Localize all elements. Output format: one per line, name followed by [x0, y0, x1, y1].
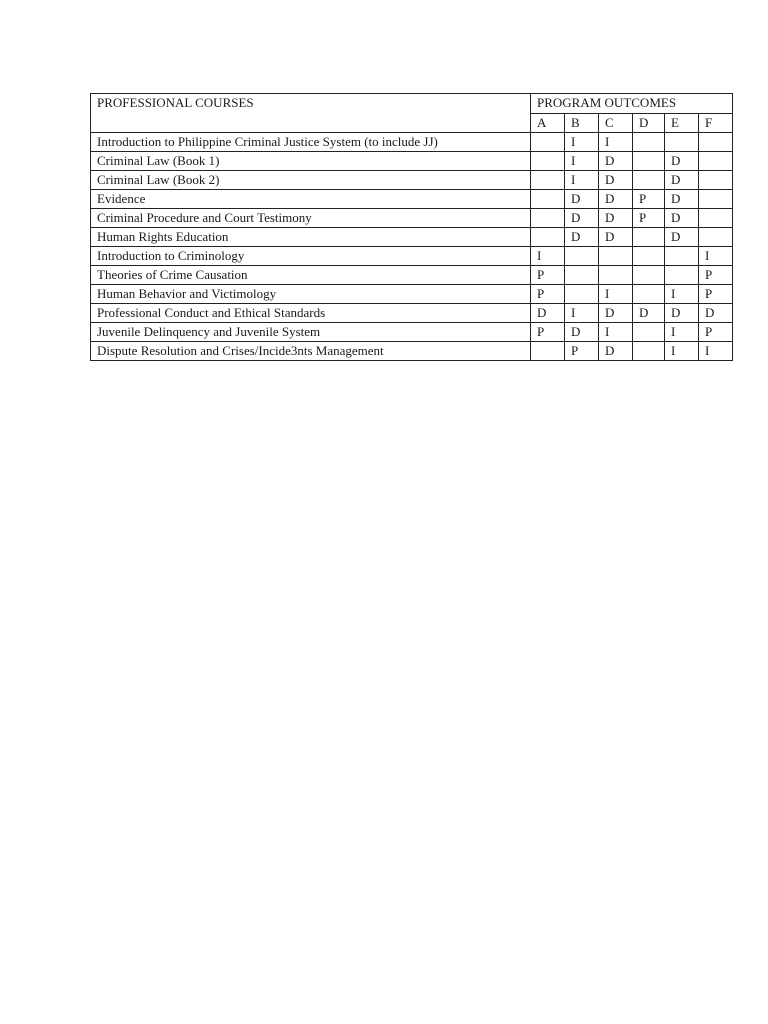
- course-name-cell: Criminal Law (Book 1): [91, 152, 531, 171]
- table-row: [91, 209, 733, 228]
- outcome-value-cell: [633, 228, 665, 247]
- outcome-value-cell: I: [599, 285, 633, 304]
- outcome-value-cell: [531, 190, 565, 209]
- outcome-value-cell: I: [531, 247, 565, 266]
- course-name-cell: Dispute Resolution and Crises/Incide3nts Management: [91, 342, 531, 361]
- outcome-value-cell: P: [531, 323, 565, 342]
- outcome-value-cell: D: [599, 171, 633, 190]
- outcome-column-header: B: [565, 114, 599, 133]
- table-row: [91, 133, 733, 152]
- outcome-value-cell: D: [599, 228, 633, 247]
- outcome-value-cell: [531, 342, 565, 361]
- outcome-value-cell: [599, 247, 633, 266]
- outcome-value-cell: D: [699, 304, 733, 323]
- outcome-value-cell: P: [531, 266, 565, 285]
- course-name-cell: Human Rights Education: [91, 228, 531, 247]
- table-row: [91, 266, 733, 285]
- outcome-value-cell: D: [565, 228, 599, 247]
- outcome-value-cell: [665, 247, 699, 266]
- outcome-value-cell: D: [599, 152, 633, 171]
- course-name-cell: Criminal Procedure and Court Testimony: [91, 209, 531, 228]
- outcome-column-header: D: [633, 114, 665, 133]
- outcome-value-cell: D: [665, 209, 699, 228]
- outcome-value-cell: [565, 285, 599, 304]
- outcome-value-cell: [531, 133, 565, 152]
- table-body: [91, 94, 733, 361]
- course-name-cell: Introduction to Philippine Criminal Justice System (to include JJ): [91, 133, 531, 152]
- course-name-cell: Criminal Law (Book 2): [91, 171, 531, 190]
- outcome-value-cell: D: [599, 342, 633, 361]
- outcome-value-cell: D: [565, 190, 599, 209]
- outcome-value-cell: [633, 266, 665, 285]
- course-name-cell: Professional Conduct and Ethical Standards: [91, 304, 531, 323]
- outcome-value-cell: P: [565, 342, 599, 361]
- table-header-row: [91, 94, 733, 114]
- course-name-cell: Juvenile Delinquency and Juvenile System: [91, 323, 531, 342]
- outcome-value-cell: I: [665, 342, 699, 361]
- table-row: [91, 247, 733, 266]
- outcome-value-cell: D: [565, 323, 599, 342]
- outcome-value-cell: [633, 247, 665, 266]
- outcome-value-cell: [531, 209, 565, 228]
- outcome-value-cell: [699, 228, 733, 247]
- outcome-value-cell: D: [531, 304, 565, 323]
- table-row: [91, 285, 733, 304]
- outcome-value-cell: [633, 323, 665, 342]
- outcome-value-cell: I: [665, 323, 699, 342]
- outcome-value-cell: P: [699, 266, 733, 285]
- outcome-value-cell: P: [699, 285, 733, 304]
- outcome-value-cell: P: [699, 323, 733, 342]
- outcome-value-cell: [531, 228, 565, 247]
- outcome-value-cell: I: [565, 133, 599, 152]
- outcome-value-cell: [565, 266, 599, 285]
- outcome-value-cell: [599, 266, 633, 285]
- professional-courses-header: PROFESSIONAL COURSES: [91, 94, 531, 133]
- outcome-value-cell: [699, 171, 733, 190]
- table-row: [91, 228, 733, 247]
- outcome-value-cell: [531, 152, 565, 171]
- outcome-value-cell: D: [665, 304, 699, 323]
- outcome-value-cell: [699, 152, 733, 171]
- outcome-value-cell: [633, 171, 665, 190]
- outcome-value-cell: I: [699, 247, 733, 266]
- table-row: [91, 152, 733, 171]
- outcome-value-cell: [633, 152, 665, 171]
- table-row: [91, 342, 733, 361]
- course-name-cell: Human Behavior and Victimology: [91, 285, 531, 304]
- outcome-value-cell: [633, 133, 665, 152]
- outcome-value-cell: I: [665, 285, 699, 304]
- outcome-column-header: C: [599, 114, 633, 133]
- table-row: [91, 323, 733, 342]
- outcome-value-cell: D: [599, 209, 633, 228]
- outcome-value-cell: [665, 266, 699, 285]
- outcome-value-cell: [633, 342, 665, 361]
- outcome-value-cell: D: [665, 171, 699, 190]
- program-outcomes-header: PROGRAM OUTCOMES: [531, 94, 733, 114]
- outcome-value-cell: I: [699, 342, 733, 361]
- outcome-value-cell: I: [599, 323, 633, 342]
- outcome-value-cell: D: [665, 190, 699, 209]
- outcome-value-cell: [699, 133, 733, 152]
- course-name-cell: Introduction to Criminology: [91, 247, 531, 266]
- table-row: [91, 304, 733, 323]
- outcome-value-cell: D: [599, 190, 633, 209]
- outcome-value-cell: D: [599, 304, 633, 323]
- outcome-value-cell: P: [633, 190, 665, 209]
- table-row: [91, 190, 733, 209]
- course-name-cell: Theories of Crime Causation: [91, 266, 531, 285]
- outcome-value-cell: D: [665, 228, 699, 247]
- outcome-value-cell: [633, 285, 665, 304]
- outcome-value-cell: [699, 209, 733, 228]
- outcome-column-header: A: [531, 114, 565, 133]
- outcome-value-cell: D: [665, 152, 699, 171]
- outcome-value-cell: D: [565, 209, 599, 228]
- course-outcomes-table: [90, 93, 733, 361]
- outcome-value-cell: [565, 247, 599, 266]
- table-row: [91, 171, 733, 190]
- outcome-value-cell: D: [633, 304, 665, 323]
- outcome-value-cell: [665, 133, 699, 152]
- outcome-value-cell: I: [565, 171, 599, 190]
- outcome-column-header: F: [699, 114, 733, 133]
- outcome-value-cell: I: [565, 152, 599, 171]
- course-name-cell: Evidence: [91, 190, 531, 209]
- outcome-value-cell: P: [633, 209, 665, 228]
- outcome-value-cell: I: [599, 133, 633, 152]
- outcome-value-cell: [699, 190, 733, 209]
- outcome-value-cell: P: [531, 285, 565, 304]
- outcome-value-cell: [531, 171, 565, 190]
- outcome-column-header: E: [665, 114, 699, 133]
- outcome-value-cell: I: [565, 304, 599, 323]
